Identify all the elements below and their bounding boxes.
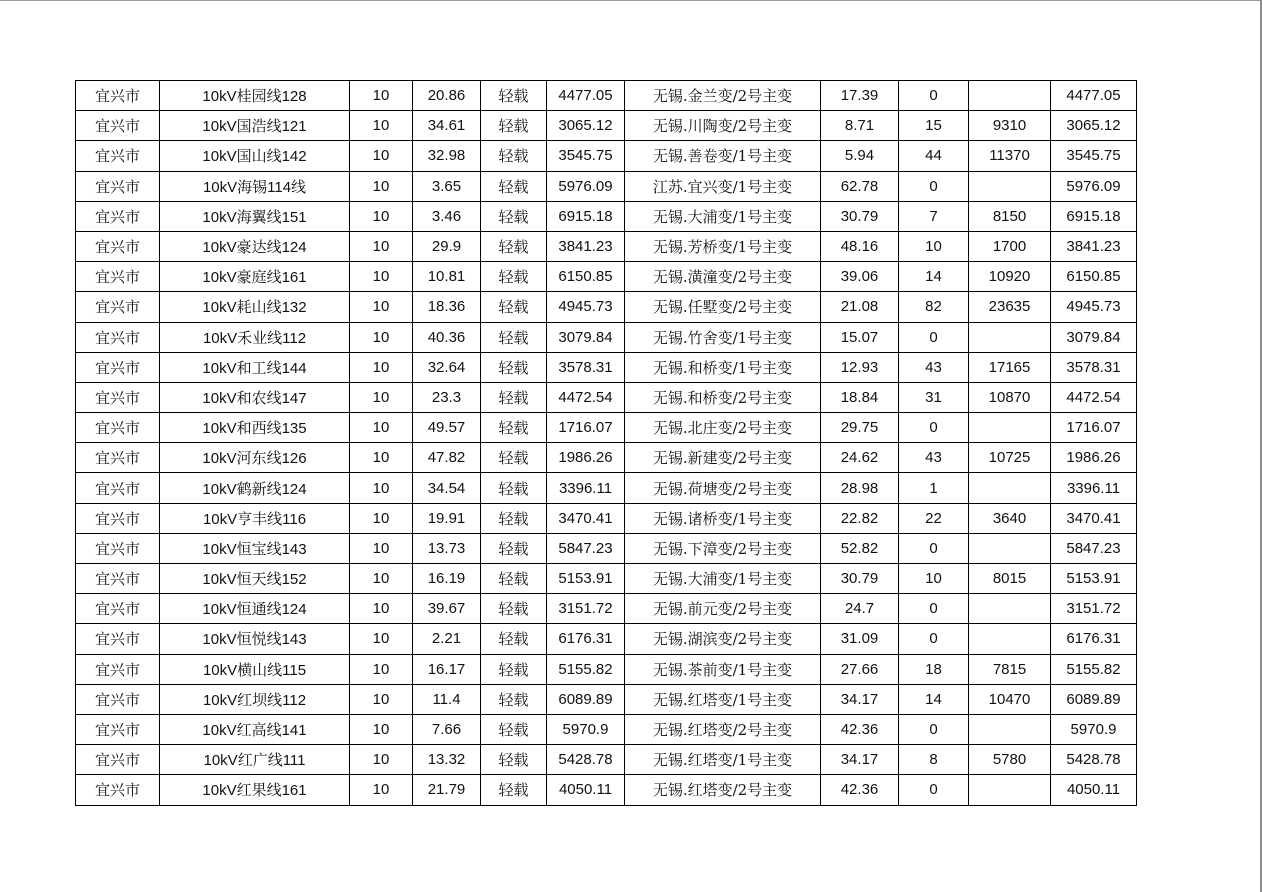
table-row [76, 684, 1137, 714]
city-cell: 宜兴市 [76, 352, 160, 382]
amount-cell [969, 594, 1051, 624]
transformer-load-cell: 21.08 [821, 292, 899, 322]
load-status-cell: 轻载 [481, 564, 547, 594]
voltage-cell: 10 [350, 292, 413, 322]
available-capacity-cell: 5153.91 [1051, 564, 1137, 594]
available-capacity-cell: 3470.41 [1051, 503, 1137, 533]
transformer-cell: 无锡.红塔变/2号主变 [625, 775, 821, 805]
table-row [76, 201, 1137, 231]
load-rate-cell: 40.36 [413, 322, 481, 352]
count-cell: 82 [899, 292, 969, 322]
capacity-cell: 6176.31 [547, 624, 625, 654]
available-capacity-cell: 3151.72 [1051, 594, 1137, 624]
count-cell: 7 [899, 201, 969, 231]
count-cell: 0 [899, 533, 969, 563]
load-status-cell: 轻载 [481, 292, 547, 322]
transformer-load-cell: 29.75 [821, 413, 899, 443]
available-capacity-cell: 5155.82 [1051, 654, 1137, 684]
voltage-cell: 10 [350, 413, 413, 443]
city-cell: 宜兴市 [76, 81, 160, 111]
city-cell: 宜兴市 [76, 594, 160, 624]
amount-cell [969, 714, 1051, 744]
line-name-cell: 10kV和工线144 [160, 352, 350, 382]
line-name-cell: 10kV鹤新线124 [160, 473, 350, 503]
transformer-load-cell: 8.71 [821, 111, 899, 141]
available-capacity-cell: 6089.89 [1051, 684, 1137, 714]
line-name-cell: 10kV豪达线124 [160, 231, 350, 261]
available-capacity-cell: 3079.84 [1051, 322, 1137, 352]
voltage-cell: 10 [350, 624, 413, 654]
available-capacity-cell: 5428.78 [1051, 745, 1137, 775]
city-cell: 宜兴市 [76, 413, 160, 443]
city-cell: 宜兴市 [76, 382, 160, 412]
line-name-cell: 10kV海锡114线 [160, 171, 350, 201]
table-row [76, 171, 1137, 201]
load-rate-cell: 29.9 [413, 231, 481, 261]
city-cell: 宜兴市 [76, 624, 160, 654]
line-name-cell: 10kV红坝线112 [160, 684, 350, 714]
line-name-cell: 10kV豪庭线161 [160, 262, 350, 292]
city-cell: 宜兴市 [76, 654, 160, 684]
available-capacity-cell: 6915.18 [1051, 201, 1137, 231]
available-capacity-cell: 3578.31 [1051, 352, 1137, 382]
voltage-cell: 10 [350, 654, 413, 684]
line-name-cell: 10kV恒悦线143 [160, 624, 350, 654]
count-cell: 31 [899, 382, 969, 412]
voltage-cell: 10 [350, 503, 413, 533]
load-rate-cell: 21.79 [413, 775, 481, 805]
amount-cell: 7815 [969, 654, 1051, 684]
line-name-cell: 10kV红高线141 [160, 714, 350, 744]
available-capacity-cell: 4945.73 [1051, 292, 1137, 322]
transformer-cell: 无锡.潢潼变/2号主变 [625, 262, 821, 292]
city-cell: 宜兴市 [76, 231, 160, 261]
transformer-cell: 无锡.茶前变/1号主变 [625, 654, 821, 684]
load-status-cell: 轻载 [481, 141, 547, 171]
count-cell: 0 [899, 81, 969, 111]
transformer-load-cell: 30.79 [821, 564, 899, 594]
voltage-cell: 10 [350, 382, 413, 412]
load-rate-cell: 3.46 [413, 201, 481, 231]
capacity-cell: 5428.78 [547, 745, 625, 775]
load-status-cell: 轻载 [481, 171, 547, 201]
load-status-cell: 轻载 [481, 413, 547, 443]
count-cell: 10 [899, 564, 969, 594]
table-row [76, 533, 1137, 563]
voltage-cell: 10 [350, 201, 413, 231]
transformer-cell: 无锡.前元变/2号主变 [625, 594, 821, 624]
load-rate-cell: 47.82 [413, 443, 481, 473]
amount-cell: 1700 [969, 231, 1051, 261]
load-rate-cell: 49.57 [413, 413, 481, 443]
city-cell: 宜兴市 [76, 533, 160, 563]
load-rate-cell: 13.73 [413, 533, 481, 563]
table-row [76, 141, 1137, 171]
voltage-cell: 10 [350, 141, 413, 171]
load-status-cell: 轻载 [481, 503, 547, 533]
load-status-cell: 轻载 [481, 624, 547, 654]
capacity-cell: 5847.23 [547, 533, 625, 563]
line-name-cell: 10kV亨丰线116 [160, 503, 350, 533]
load-rate-cell: 7.66 [413, 714, 481, 744]
load-status-cell: 轻载 [481, 322, 547, 352]
amount-cell: 5780 [969, 745, 1051, 775]
transformer-load-cell: 15.07 [821, 322, 899, 352]
capacity-cell: 3578.31 [547, 352, 625, 382]
table-row [76, 81, 1137, 111]
transformer-cell: 无锡.川陶变/2号主变 [625, 111, 821, 141]
load-status-cell: 轻载 [481, 81, 547, 111]
table-row [76, 322, 1137, 352]
page-top-border [0, 0, 1262, 1]
line-name-cell: 10kV恒天线152 [160, 564, 350, 594]
transformer-load-cell: 12.93 [821, 352, 899, 382]
count-cell: 15 [899, 111, 969, 141]
voltage-cell: 10 [350, 171, 413, 201]
capacity-cell: 1986.26 [547, 443, 625, 473]
available-capacity-cell: 6176.31 [1051, 624, 1137, 654]
load-rate-cell: 18.36 [413, 292, 481, 322]
transformer-cell: 无锡.善卷变/1号主变 [625, 141, 821, 171]
line-name-cell: 10kV国浩线121 [160, 111, 350, 141]
amount-cell: 10870 [969, 382, 1051, 412]
transformer-load-cell: 24.62 [821, 443, 899, 473]
load-rate-cell: 16.17 [413, 654, 481, 684]
table-row [76, 503, 1137, 533]
capacity-cell: 1716.07 [547, 413, 625, 443]
city-cell: 宜兴市 [76, 262, 160, 292]
table-row [76, 111, 1137, 141]
amount-cell: 10920 [969, 262, 1051, 292]
city-cell: 宜兴市 [76, 745, 160, 775]
amount-cell: 9310 [969, 111, 1051, 141]
load-rate-cell: 2.21 [413, 624, 481, 654]
table-row [76, 564, 1137, 594]
transformer-load-cell: 42.36 [821, 714, 899, 744]
transformer-cell: 无锡.诸桥变/1号主变 [625, 503, 821, 533]
available-capacity-cell: 3065.12 [1051, 111, 1137, 141]
table-row [76, 231, 1137, 261]
city-cell: 宜兴市 [76, 714, 160, 744]
load-status-cell: 轻载 [481, 533, 547, 563]
transformer-load-cell: 17.39 [821, 81, 899, 111]
amount-cell: 17165 [969, 352, 1051, 382]
capacity-cell: 5976.09 [547, 171, 625, 201]
transformer-cell: 无锡.竹舍变/1号主变 [625, 322, 821, 352]
transformer-load-cell: 5.94 [821, 141, 899, 171]
load-status-cell: 轻载 [481, 352, 547, 382]
transformer-load-cell: 62.78 [821, 171, 899, 201]
voltage-cell: 10 [350, 352, 413, 382]
line-name-cell: 10kV海翼线151 [160, 201, 350, 231]
table-body [76, 81, 1137, 806]
table-row [76, 443, 1137, 473]
count-cell: 0 [899, 413, 969, 443]
available-capacity-cell: 3545.75 [1051, 141, 1137, 171]
capacity-cell: 3470.41 [547, 503, 625, 533]
table-row [76, 382, 1137, 412]
city-cell: 宜兴市 [76, 141, 160, 171]
amount-cell [969, 171, 1051, 201]
voltage-cell: 10 [350, 745, 413, 775]
count-cell: 22 [899, 503, 969, 533]
city-cell: 宜兴市 [76, 111, 160, 141]
capacity-cell: 5155.82 [547, 654, 625, 684]
load-rate-cell: 32.98 [413, 141, 481, 171]
count-cell: 0 [899, 171, 969, 201]
capacity-cell: 3545.75 [547, 141, 625, 171]
city-cell: 宜兴市 [76, 684, 160, 714]
amount-cell [969, 533, 1051, 563]
amount-cell: 3640 [969, 503, 1051, 533]
transformer-load-cell: 22.82 [821, 503, 899, 533]
line-name-cell: 10kV红广线111 [160, 745, 350, 775]
load-status-cell: 轻载 [481, 745, 547, 775]
transformer-cell: 无锡.芳桥变/1号主变 [625, 231, 821, 261]
count-cell: 0 [899, 714, 969, 744]
transformer-load-cell: 28.98 [821, 473, 899, 503]
line-name-cell: 10kV耗山线132 [160, 292, 350, 322]
available-capacity-cell: 5976.09 [1051, 171, 1137, 201]
load-rate-cell: 20.86 [413, 81, 481, 111]
table-row [76, 594, 1137, 624]
capacity-cell: 4050.11 [547, 775, 625, 805]
transformer-load-cell: 30.79 [821, 201, 899, 231]
city-cell: 宜兴市 [76, 443, 160, 473]
voltage-cell: 10 [350, 775, 413, 805]
load-rate-cell: 19.91 [413, 503, 481, 533]
transformer-cell: 无锡.湖滨变/2号主变 [625, 624, 821, 654]
load-rate-cell: 32.64 [413, 352, 481, 382]
count-cell: 8 [899, 745, 969, 775]
table-row [76, 292, 1137, 322]
load-status-cell: 轻载 [481, 775, 547, 805]
capacity-cell: 4472.54 [547, 382, 625, 412]
table-row [76, 775, 1137, 805]
transformer-cell: 江苏.宜兴变/1号主变 [625, 171, 821, 201]
transformer-load-cell: 39.06 [821, 262, 899, 292]
amount-cell: 8150 [969, 201, 1051, 231]
load-rate-cell: 34.54 [413, 473, 481, 503]
voltage-cell: 10 [350, 714, 413, 744]
line-name-cell: 10kV河东线126 [160, 443, 350, 473]
line-name-cell: 10kV和西线135 [160, 413, 350, 443]
voltage-cell: 10 [350, 322, 413, 352]
load-status-cell: 轻载 [481, 262, 547, 292]
count-cell: 0 [899, 624, 969, 654]
capacity-cell: 3396.11 [547, 473, 625, 503]
load-rate-cell: 34.61 [413, 111, 481, 141]
transformer-load-cell: 34.17 [821, 745, 899, 775]
voltage-cell: 10 [350, 443, 413, 473]
amount-cell [969, 624, 1051, 654]
count-cell: 14 [899, 684, 969, 714]
load-rate-cell: 11.4 [413, 684, 481, 714]
capacity-cell: 3065.12 [547, 111, 625, 141]
load-status-cell: 轻载 [481, 654, 547, 684]
voltage-cell: 10 [350, 111, 413, 141]
available-capacity-cell: 3396.11 [1051, 473, 1137, 503]
amount-cell [969, 81, 1051, 111]
line-name-cell: 10kV横山线115 [160, 654, 350, 684]
transformer-cell: 无锡.北庄变/2号主变 [625, 413, 821, 443]
count-cell: 1 [899, 473, 969, 503]
transformer-cell: 无锡.红塔变/1号主变 [625, 684, 821, 714]
voltage-cell: 10 [350, 81, 413, 111]
line-name-cell: 10kV和农线147 [160, 382, 350, 412]
table-row [76, 473, 1137, 503]
city-cell: 宜兴市 [76, 775, 160, 805]
line-name-cell: 10kV恒宝线143 [160, 533, 350, 563]
count-cell: 43 [899, 443, 969, 473]
transformer-cell: 无锡.和桥变/2号主变 [625, 382, 821, 412]
available-capacity-cell: 3841.23 [1051, 231, 1137, 261]
capacity-cell: 3151.72 [547, 594, 625, 624]
load-rate-cell: 39.67 [413, 594, 481, 624]
load-status-cell: 轻载 [481, 231, 547, 261]
transformer-load-cell: 31.09 [821, 624, 899, 654]
load-rate-cell: 16.19 [413, 564, 481, 594]
transformer-cell: 无锡.任墅变/2号主变 [625, 292, 821, 322]
load-status-cell: 轻载 [481, 201, 547, 231]
transformer-load-cell: 34.17 [821, 684, 899, 714]
voltage-cell: 10 [350, 473, 413, 503]
voltage-cell: 10 [350, 533, 413, 563]
transformer-load-cell: 27.66 [821, 654, 899, 684]
load-rate-cell: 23.3 [413, 382, 481, 412]
available-capacity-cell: 6150.85 [1051, 262, 1137, 292]
amount-cell: 8015 [969, 564, 1051, 594]
line-name-cell: 10kV红果线161 [160, 775, 350, 805]
capacity-cell: 6089.89 [547, 684, 625, 714]
capacity-cell: 3079.84 [547, 322, 625, 352]
count-cell: 0 [899, 775, 969, 805]
city-cell: 宜兴市 [76, 473, 160, 503]
table-row [76, 262, 1137, 292]
line-name-cell: 10kV桂园线128 [160, 81, 350, 111]
amount-cell: 23635 [969, 292, 1051, 322]
transformer-cell: 无锡.新建变/2号主变 [625, 443, 821, 473]
load-status-cell: 轻载 [481, 382, 547, 412]
line-name-cell: 10kV恒通线124 [160, 594, 350, 624]
table-row [76, 714, 1137, 744]
count-cell: 18 [899, 654, 969, 684]
table-row [76, 624, 1137, 654]
table-row [76, 413, 1137, 443]
available-capacity-cell: 5847.23 [1051, 533, 1137, 563]
city-cell: 宜兴市 [76, 201, 160, 231]
transformer-load-cell: 42.36 [821, 775, 899, 805]
amount-cell [969, 473, 1051, 503]
amount-cell: 10725 [969, 443, 1051, 473]
load-rate-cell: 3.65 [413, 171, 481, 201]
city-cell: 宜兴市 [76, 171, 160, 201]
load-status-cell: 轻载 [481, 111, 547, 141]
capacity-cell: 6915.18 [547, 201, 625, 231]
transformer-load-cell: 48.16 [821, 231, 899, 261]
available-capacity-cell: 4477.05 [1051, 81, 1137, 111]
load-status-cell: 轻载 [481, 594, 547, 624]
count-cell: 10 [899, 231, 969, 261]
count-cell: 0 [899, 322, 969, 352]
amount-cell [969, 322, 1051, 352]
load-status-cell: 轻载 [481, 684, 547, 714]
transformer-cell: 无锡.大浦变/1号主变 [625, 564, 821, 594]
count-cell: 0 [899, 594, 969, 624]
city-cell: 宜兴市 [76, 322, 160, 352]
available-capacity-cell: 4472.54 [1051, 382, 1137, 412]
amount-cell: 10470 [969, 684, 1051, 714]
load-rate-cell: 10.81 [413, 262, 481, 292]
table-row [76, 745, 1137, 775]
count-cell: 44 [899, 141, 969, 171]
capacity-cell: 6150.85 [547, 262, 625, 292]
transformer-cell: 无锡.大浦变/1号主变 [625, 201, 821, 231]
line-load-table [75, 80, 1137, 806]
voltage-cell: 10 [350, 684, 413, 714]
available-capacity-cell: 1986.26 [1051, 443, 1137, 473]
amount-cell [969, 775, 1051, 805]
available-capacity-cell: 4050.11 [1051, 775, 1137, 805]
amount-cell [969, 413, 1051, 443]
transformer-cell: 无锡.荷塘变/2号主变 [625, 473, 821, 503]
transformer-load-cell: 52.82 [821, 533, 899, 563]
count-cell: 14 [899, 262, 969, 292]
transformer-load-cell: 18.84 [821, 382, 899, 412]
capacity-cell: 4945.73 [547, 292, 625, 322]
city-cell: 宜兴市 [76, 564, 160, 594]
voltage-cell: 10 [350, 594, 413, 624]
voltage-cell: 10 [350, 262, 413, 292]
transformer-cell: 无锡.红塔变/1号主变 [625, 745, 821, 775]
load-status-cell: 轻载 [481, 473, 547, 503]
voltage-cell: 10 [350, 231, 413, 261]
load-status-cell: 轻载 [481, 714, 547, 744]
load-rate-cell: 13.32 [413, 745, 481, 775]
load-status-cell: 轻载 [481, 443, 547, 473]
transformer-cell: 无锡.红塔变/2号主变 [625, 714, 821, 744]
city-cell: 宜兴市 [76, 503, 160, 533]
amount-cell: 11370 [969, 141, 1051, 171]
table-row [76, 654, 1137, 684]
voltage-cell: 10 [350, 564, 413, 594]
capacity-cell: 4477.05 [547, 81, 625, 111]
capacity-cell: 5153.91 [547, 564, 625, 594]
capacity-cell: 5970.9 [547, 714, 625, 744]
transformer-load-cell: 24.7 [821, 594, 899, 624]
table-row [76, 352, 1137, 382]
available-capacity-cell: 5970.9 [1051, 714, 1137, 744]
line-name-cell: 10kV国山线142 [160, 141, 350, 171]
capacity-cell: 3841.23 [547, 231, 625, 261]
city-cell: 宜兴市 [76, 292, 160, 322]
transformer-cell: 无锡.金兰变/2号主变 [625, 81, 821, 111]
transformer-cell: 无锡.和桥变/1号主变 [625, 352, 821, 382]
line-name-cell: 10kV禾业线112 [160, 322, 350, 352]
count-cell: 43 [899, 352, 969, 382]
transformer-cell: 无锡.下漳变/2号主变 [625, 533, 821, 563]
available-capacity-cell: 1716.07 [1051, 413, 1137, 443]
